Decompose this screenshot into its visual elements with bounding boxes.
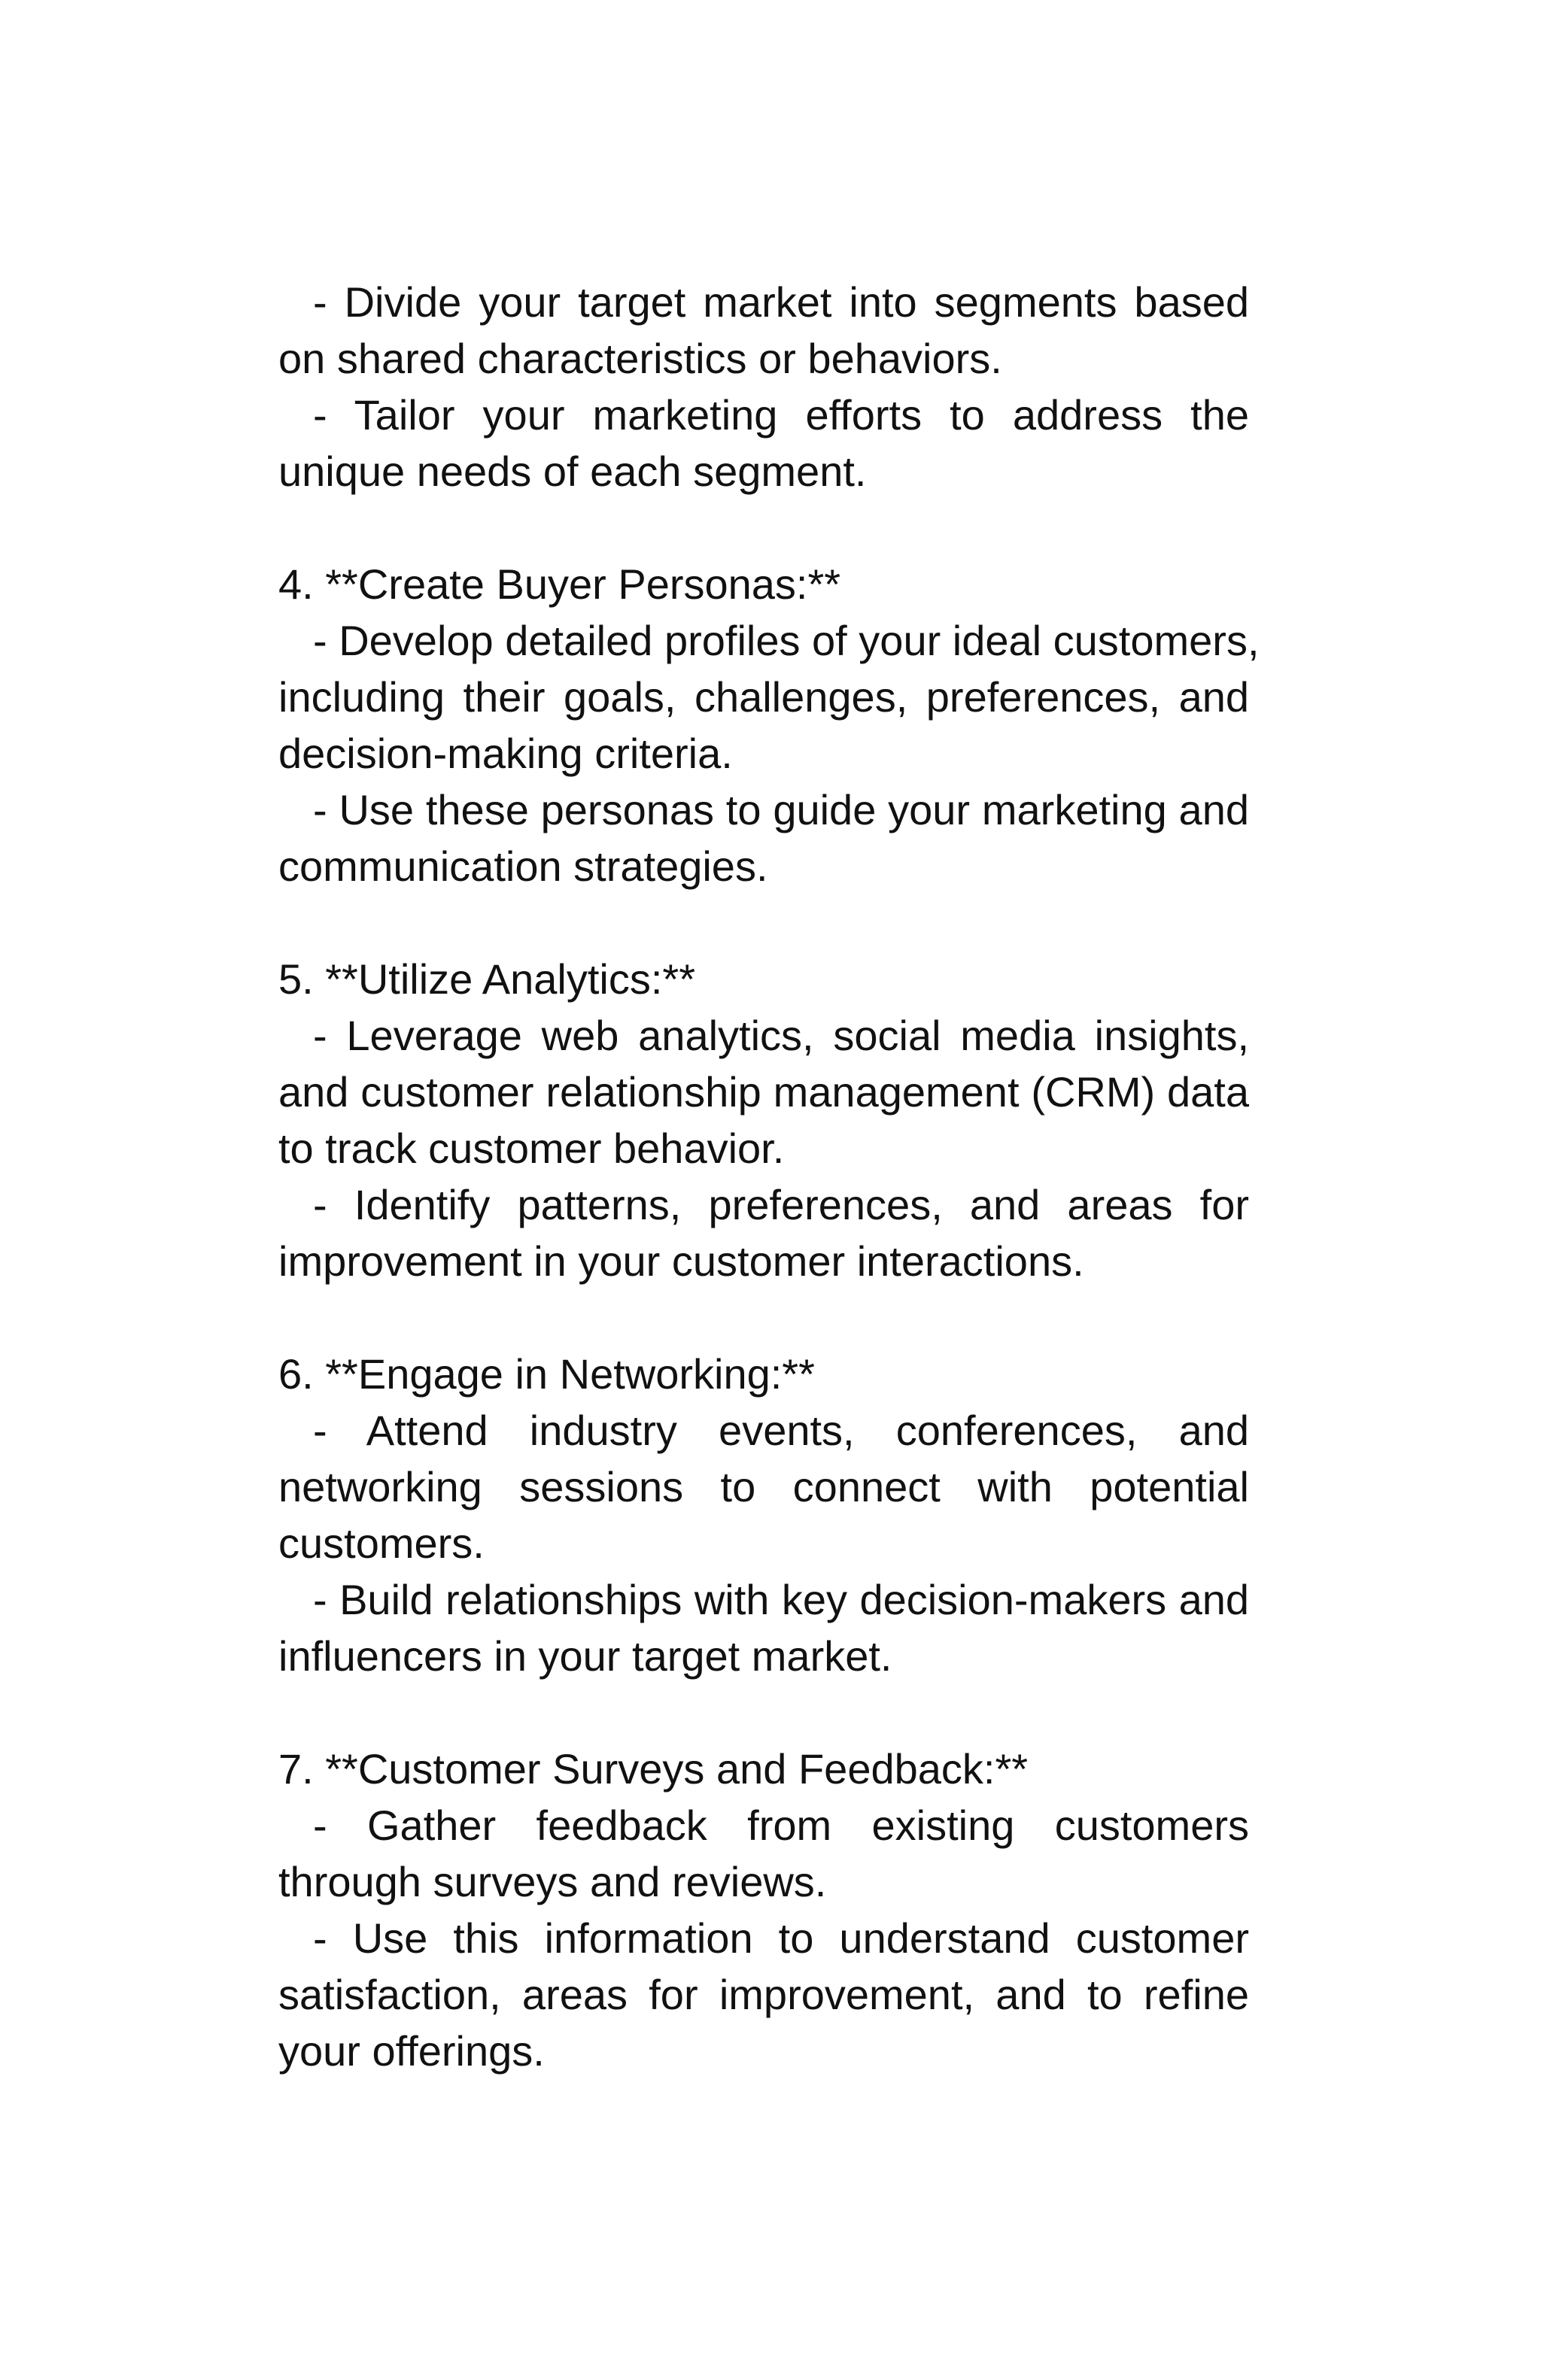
text-line: - Build relationships with key decision-makers and xyxy=(313,1576,1249,1623)
text-line: networking sessions to connect with potential xyxy=(278,1463,1249,1510)
text-line: - Attend industry events, conferences, and xyxy=(313,1407,1249,1454)
bullet-attend-events xyxy=(278,1402,1249,1571)
bullet-leverage-analytics xyxy=(278,1007,1249,1176)
text-line: - Develop detailed profiles of your ideal customers, xyxy=(313,617,1260,664)
text-line: including their goals, challenges, preferences, and xyxy=(278,673,1249,721)
text-line: - Use this information to understand customer xyxy=(313,1914,1249,1962)
bullet-identify-patterns xyxy=(278,1176,1249,1289)
paragraph-gap xyxy=(278,1289,1249,1346)
section-6 xyxy=(278,1346,1249,1684)
document-page xyxy=(278,274,1260,2079)
text-line: to track customer behavior. xyxy=(278,1125,785,1172)
text-line: on shared characteristics or behaviors. xyxy=(278,335,1002,382)
text-line: customers. xyxy=(278,1519,485,1567)
section-3 xyxy=(278,274,1249,499)
text-line: - Tailor your marketing efforts to address the xyxy=(313,391,1249,439)
bullet-use-information xyxy=(278,1910,1249,2079)
text-line: communication strategies. xyxy=(278,842,768,890)
text-line: - Divide your target market into segments based xyxy=(313,278,1249,326)
text-line: improvement in your customer interactions. xyxy=(278,1237,1084,1285)
text-line: - Leverage web analytics, social media insights, xyxy=(313,1012,1249,1059)
text-line: and customer relationship management (CRM) data xyxy=(278,1068,1249,1116)
text-line: - Use these personas to guide your marketing and xyxy=(313,786,1249,833)
section-4 xyxy=(278,556,1260,894)
paragraph-gap xyxy=(278,894,1249,951)
bullet-divide-market xyxy=(278,274,1249,387)
text-line: influencers in your target market. xyxy=(278,1632,892,1680)
text-line: - Gather feedback from existing customers xyxy=(313,1802,1249,1849)
bullet-develop-profiles xyxy=(278,612,1260,782)
text-line: through surveys and reviews. xyxy=(278,1858,827,1905)
paragraph-gap xyxy=(278,499,1249,556)
section-heading: 6. **Engage in Networking:** xyxy=(278,1350,815,1398)
text-line: - Identify patterns, preferences, and areas for xyxy=(313,1181,1249,1228)
bullet-build-relationships xyxy=(278,1571,1249,1684)
bullet-gather-feedback xyxy=(278,1797,1249,1910)
paragraph-gap xyxy=(278,1684,1249,1741)
section-heading: 7. **Customer Surveys and Feedback:** xyxy=(278,1745,1029,1793)
text-line: satisfaction, areas for improvement, and to refine xyxy=(278,1971,1249,2018)
section-5 xyxy=(278,951,1249,1289)
text-line: your offerings. xyxy=(278,2027,545,2075)
section-7 xyxy=(278,1741,1249,2079)
section-heading: 4. **Create Buyer Personas:** xyxy=(278,560,841,608)
text-line: unique needs of each segment. xyxy=(278,448,867,495)
bullet-tailor-efforts xyxy=(278,387,1249,499)
section-heading: 5. **Utilize Analytics:** xyxy=(278,955,696,1003)
text-line: decision-making criteria. xyxy=(278,730,733,777)
bullet-use-personas xyxy=(278,782,1249,894)
